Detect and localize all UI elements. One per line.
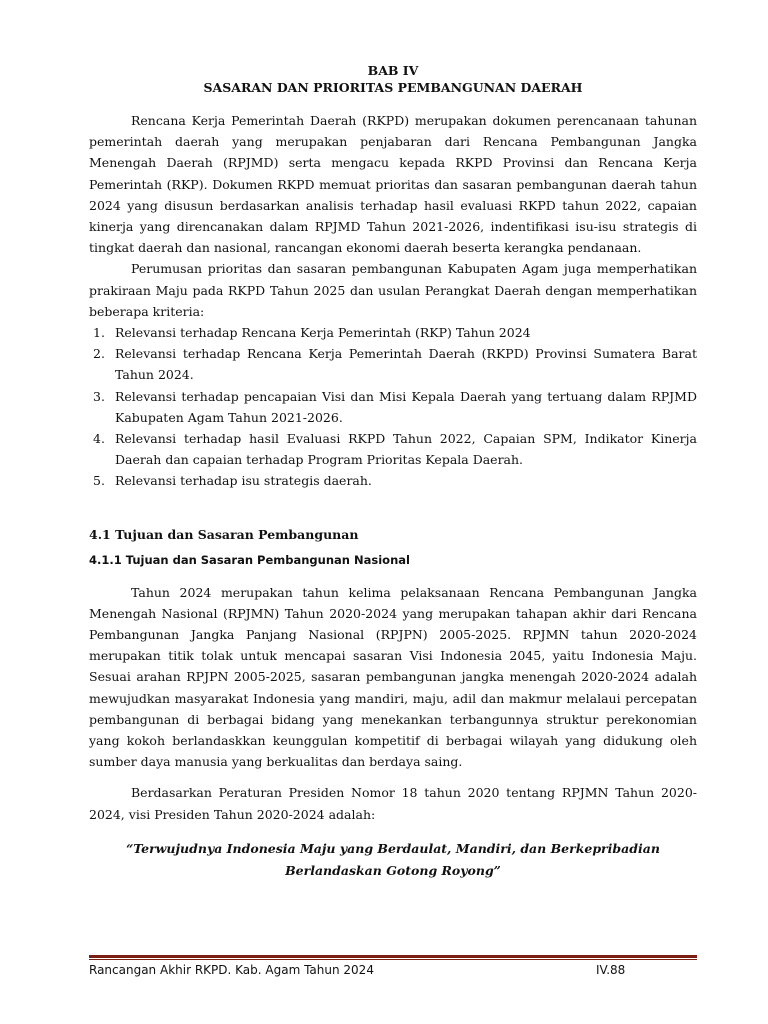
document-page: [89, 62, 697, 882]
list-number: 3.: [93, 388, 105, 404]
list-item: [89, 428, 697, 470]
list-text: Relevansi terhadap isu strategis daerah.: [115, 473, 372, 489]
list-text: Relevansi terhadap Rencana Kerja Pemerintah (RKP) Tahun 2024: [115, 325, 531, 341]
list-item: [89, 386, 697, 428]
quote-line-2: Berlandaskan Gotong Royong”: [285, 862, 501, 878]
list-item: [89, 322, 697, 343]
list-text: Relevansi terhadap Rencana Kerja Pemerintah Daerah (RKPD) Provinsi Sumatera Barat Tahun 2024.: [115, 346, 697, 383]
list-number: 1.: [93, 325, 105, 341]
intro-paragraph-2: Perumusan prioritas dan sasaran pembangunan Kabupaten Agam juga memperhatikan prakiraan Maju pada RKPD Tahun 2025 dan usulan Perangkat Daerah dengan memperhatikan beberapa kriteria:: [89, 261, 697, 319]
list-number: 4.: [93, 431, 105, 447]
list-number: 5.: [93, 473, 105, 489]
footer-document-title: Rancangan Akhir RKPD. Kab. Agam Tahun 2024: [89, 963, 374, 977]
body-paragraph-1: Tahun 2024 merupakan tahun kelima pelaksanaan Rencana Pembangunan Jangka Menengah Nasional (RPJMN) Tahun 2020-2024 yang merupakan tahapan akhir dari Rencana Pembangunan Jangka Panjang Nasional (RPJPN) 2005-2025. RPJMN tahun 2020-2024 merupakan titik tolak untuk mencapai sasaran Visi Indonesia 2045, yaitu Indonesia Maju. Sesuai arahan RPJPN 2005-2025, sasaran pembangunan jangka menengah 2020-2024 adalah mewujudkan masyarakat Indonesia yang mandiri, maju, adil dan makmur melalaui percepatan pembangunan di berbagai bidang yang menekankan terbangunnya struktur perekonomian yang kokoh berlandaskkan keunggulan kompetitif di berbagai wilayah yang didukung oleh sumber daya manusia yang berkualitas dan berdaya saing.: [89, 584, 697, 770]
body-paragraph-2: Berdasarkan Peraturan Presiden Nomor 18 tahun 2020 tentang RPJMN Tahun 2020-2024, visi Presiden Tahun 2020-2024 adalah:: [89, 785, 697, 822]
quote-line-1: “Terwujudnya Indonesia Maju yang Berdaulat, Mandiri, dan Berkepribadian: [126, 840, 660, 856]
list-text: Relevansi terhadap pencapaian Visi dan Misi Kepala Daerah yang tertuang dalam RPJMD Kabupaten Agam Tahun 2021-2026.: [115, 388, 697, 425]
list-number: 2.: [93, 346, 105, 362]
footer-divider: [89, 955, 697, 958]
footer-page-number: IV.88: [596, 963, 626, 977]
list-item: [89, 343, 697, 385]
list-item: [89, 470, 697, 491]
criteria-list: [89, 322, 697, 492]
subsection-heading-4-1-1: 4.1.1 Tujuan dan Sasaran Pembangunan Nasional: [89, 552, 410, 567]
intro-paragraph-1: Rencana Kerja Pemerintah Daerah (RKPD) merupakan dokumen perencanaan tahunan pemerintah daerah yang merupakan penjabaran dari Rencana Pembangunan Jangka Menengah Daerah (RPJMD) serta mengacu kepada RKPD Provinsi dan Rencana Kerja Pemerintah (RKP). Dokumen RKPD memuat prioritas dan sasaran pembangunan daerah tahun 2024 yang disusun berdasarkan analisis terhadap hasil evaluasi RKPD tahun 2022, capaian kinerja yang direncanakan dalam RPJMD Tahun 2021-2026, indentifikasi isu-isu strategis di tingkat daerah dan nasional, rancangan ekonomi daerah beserta kerangka pendanaan.: [89, 113, 697, 256]
footer-divider-thin: [89, 959, 697, 960]
chapter-title: SASARAN DAN PRIORITAS PEMBANGUNAN DAERAH: [203, 80, 583, 95]
section-heading-4-1: 4.1 Tujuan dan Sasaran Pembangunan: [89, 526, 359, 542]
list-text: Relevansi terhadap hasil Evaluasi RKPD Tahun 2022, Capaian SPM, Indikator Kinerja Daerah dan capaian terhadap Program Prioritas Kepala Daerah.: [115, 431, 697, 468]
chapter-heading: BAB IV: [367, 63, 419, 78]
vision-quote: [89, 838, 697, 882]
